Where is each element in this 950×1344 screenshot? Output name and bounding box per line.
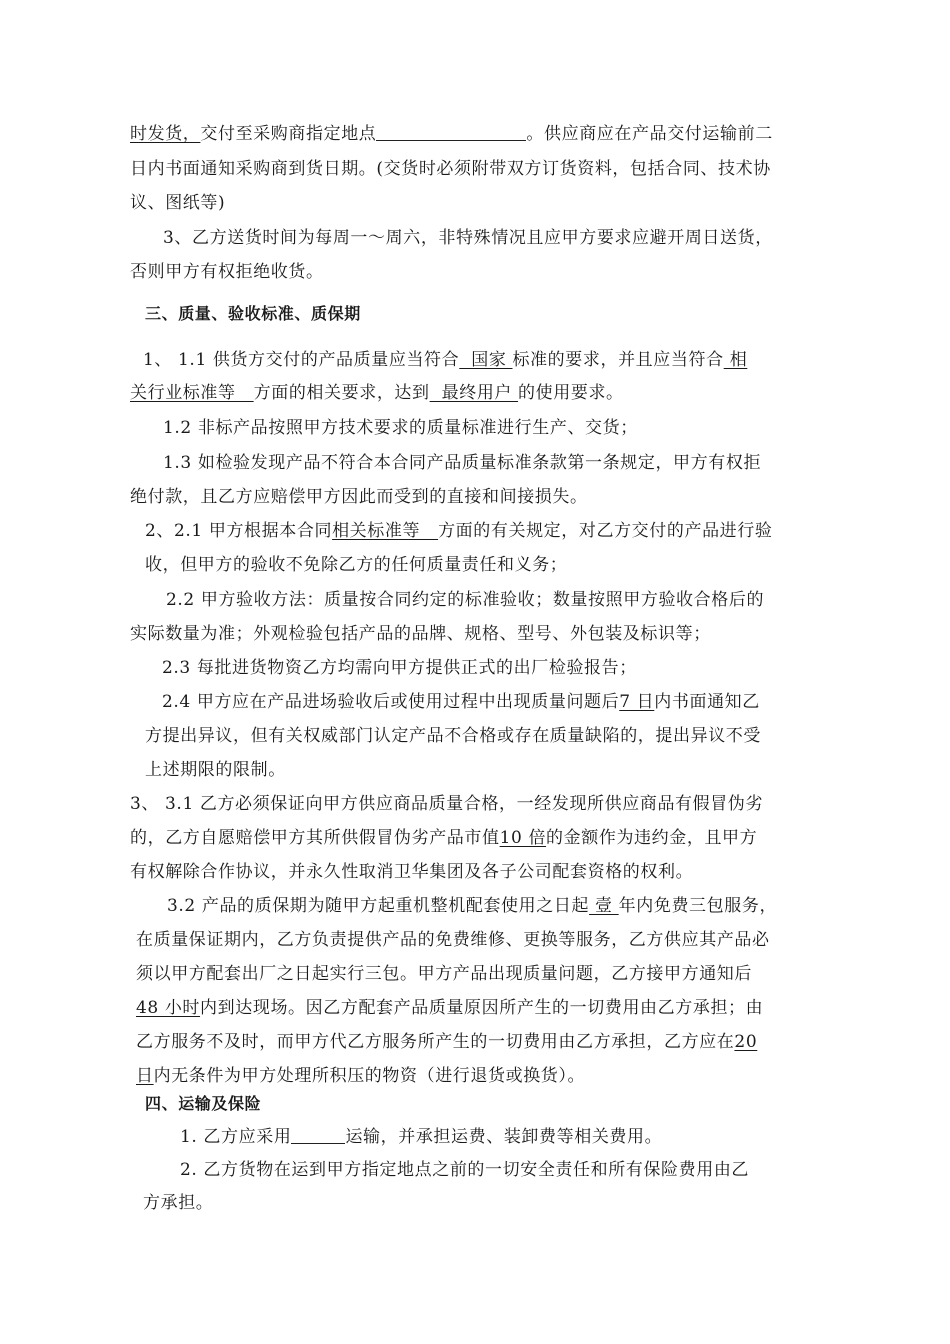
disposal-days-field-cont[interactable]: 日 xyxy=(136,1066,154,1086)
clause-2-4-line2: 方提出异议，但有关权威部门认定产品不合格或存在质量缺陷的，提出异议不受 xyxy=(145,726,761,746)
clause-1-1-line1 xyxy=(143,348,747,372)
clause-3-1-line2 xyxy=(130,826,757,850)
transport-mode-blank[interactable] xyxy=(291,1125,345,1144)
clause-3-2-line6 xyxy=(136,1064,585,1088)
industry-standard-field-cont[interactable]: 关行业标准等 xyxy=(130,383,254,403)
text-fragment: 的，乙方自愿赔偿甲方其所供假冒伪劣产品市值 xyxy=(130,828,500,848)
clause-2-1-line2: 收，但甲方的验收不免除乙方的任何质量责任和义务； xyxy=(145,555,568,575)
clause-2-1-line1 xyxy=(145,519,772,543)
text-fragment: 2.4 甲方应在产品进场验收后或使用过程中出现质量问题后 xyxy=(162,692,620,712)
clause-3-2-line3: 须以甲方配套出厂之日起实行三包。甲方产品出现质量问题，乙方接甲方通知后 xyxy=(136,964,752,984)
clause-3-2-line4 xyxy=(136,996,763,1020)
text-fragment: 方面的有关规定，对乙方交付的产品进行验 xyxy=(438,521,773,541)
text-fragment: 内到达现场。因乙方配套产品质量原因所产生的一切费用由乙方承担；由 xyxy=(200,998,764,1018)
clause-1-3-line1: 1.3 如检验发现产品不符合本合同产品质量标准条款第一条规定，甲方有权拒 xyxy=(163,453,762,473)
text-fragment: 的金额作为违约金，且甲方 xyxy=(546,828,758,848)
clause-3-2-line5 xyxy=(136,1030,757,1054)
paragraph-line: 否则甲方有权拒绝收货。 xyxy=(130,262,324,282)
disposal-days-field[interactable]: 20 xyxy=(734,1032,758,1052)
section-heading-quality: 三、质量、验收标准、质保期 xyxy=(145,304,361,323)
clause-2-3: 2.3 每批进货物资乙方均需向甲方提供正式的出厂检验报告； xyxy=(162,658,637,678)
transport-clause-2-line2: 方承担。 xyxy=(143,1193,214,1213)
text-fragment: 乙方服务不及时，而甲方代乙方服务所产生的一切费用由乙方承担，乙方应在 xyxy=(136,1032,735,1052)
text-fragment: 内书面通知乙 xyxy=(654,692,760,712)
clause-3-1-line1: 3、 3.1 乙方必须保证向甲方供应商品质量合格，一经发现所供应商品有假冒伪劣 xyxy=(130,794,764,814)
delivery-time-underlined: 时发货， xyxy=(130,124,201,144)
penalty-multiple-field[interactable]: 10 倍 xyxy=(499,828,547,848)
clause-1-1-line2 xyxy=(130,381,624,405)
clause-2-4-line3: 上述期限的限制。 xyxy=(145,760,286,780)
warranty-years-field[interactable]: 壹 xyxy=(589,896,619,916)
transport-clause-1 xyxy=(180,1125,662,1149)
end-user-field[interactable]: 最终用户 xyxy=(429,383,519,403)
text-fragment: 1. 乙方应采用 xyxy=(180,1127,292,1147)
delivery-location-blank[interactable] xyxy=(376,122,526,141)
clause-2-2-line2: 实际数量为准；外观检验包括产品的品牌、规格、型号、外包装及标识等； xyxy=(130,624,711,644)
transport-clause-2-line1: 2. 乙方货物在运到甲方指定地点之前的一切安全责任和所有保险费用由乙 xyxy=(180,1160,750,1180)
acceptance-standard-field[interactable]: 相关标准等 xyxy=(332,521,439,541)
paragraph-line: 议、图纸等) xyxy=(130,193,226,213)
clause-2-2-line1: 2.2 甲方验收方法：质量按合同约定的标准验收；数量按照甲方验收合格后的 xyxy=(166,590,765,610)
paragraph-line: 日内书面通知采购商到货日期。(交货时必须附带双方订货资料，包括合同、技术协 xyxy=(130,159,771,179)
clause-1-3-line2: 绝付款，且乙方应赔偿甲方因此而受到的直接和间接损失。 xyxy=(130,487,588,507)
text-fragment: 标准的要求，并且应当符合 xyxy=(512,350,724,370)
clause-3-2-line1 xyxy=(167,894,777,918)
text-fragment: 年内免费三包服务， xyxy=(618,896,778,916)
response-hours-field[interactable]: 48 小时 xyxy=(136,998,201,1018)
text-fragment: 3.2 产品的质保期为随甲方起重机整机配套使用之日起 xyxy=(167,896,590,916)
text-fragment: 内无条件为甲方处理所积压的物资（进行退货或换货）。 xyxy=(153,1066,586,1086)
clause-3-2-line2: 在质量保证期内，乙方负责提供产品的免费维修、更换等服务，乙方供应其产品必 xyxy=(136,930,770,950)
clause-1-2: 1.2 非标产品按照甲方技术要求的质量标准进行生产、交货； xyxy=(163,418,638,438)
text-fragment: 运输，并承担运费、装卸费等相关费用。 xyxy=(345,1127,663,1147)
text-fragment: 2、2.1 甲方根据本合同 xyxy=(145,521,333,541)
paragraph-line: 3、乙方送货时间为每周一～周六，非特殊情况且应甲方要求应避开周日送货， xyxy=(163,228,773,248)
text-fragment: 。供应商应在产品交付运输前二 xyxy=(526,124,773,144)
text-fragment: 1、 1.1 供货方交付的产品质量应当符合 xyxy=(143,350,460,370)
clause-3-1-line3: 有权解除合作协议，并永久性取消卫华集团及各子公司配套资格的权利。 xyxy=(130,862,694,882)
text-fragment: 交付至采购商指定地点 xyxy=(200,124,377,144)
industry-standard-field[interactable]: 相 xyxy=(723,350,748,370)
delivery-location-line xyxy=(130,122,773,146)
text-fragment: 方面的相关要求，达到 xyxy=(253,383,430,403)
clause-2-4-line1 xyxy=(162,690,760,714)
quality-standard-field[interactable]: 国家 xyxy=(459,350,513,370)
text-fragment: 的使用要求。 xyxy=(518,383,624,403)
section-heading-transport: 四、运输及保险 xyxy=(145,1094,262,1113)
notice-days-field[interactable]: 7 日 xyxy=(619,692,655,712)
